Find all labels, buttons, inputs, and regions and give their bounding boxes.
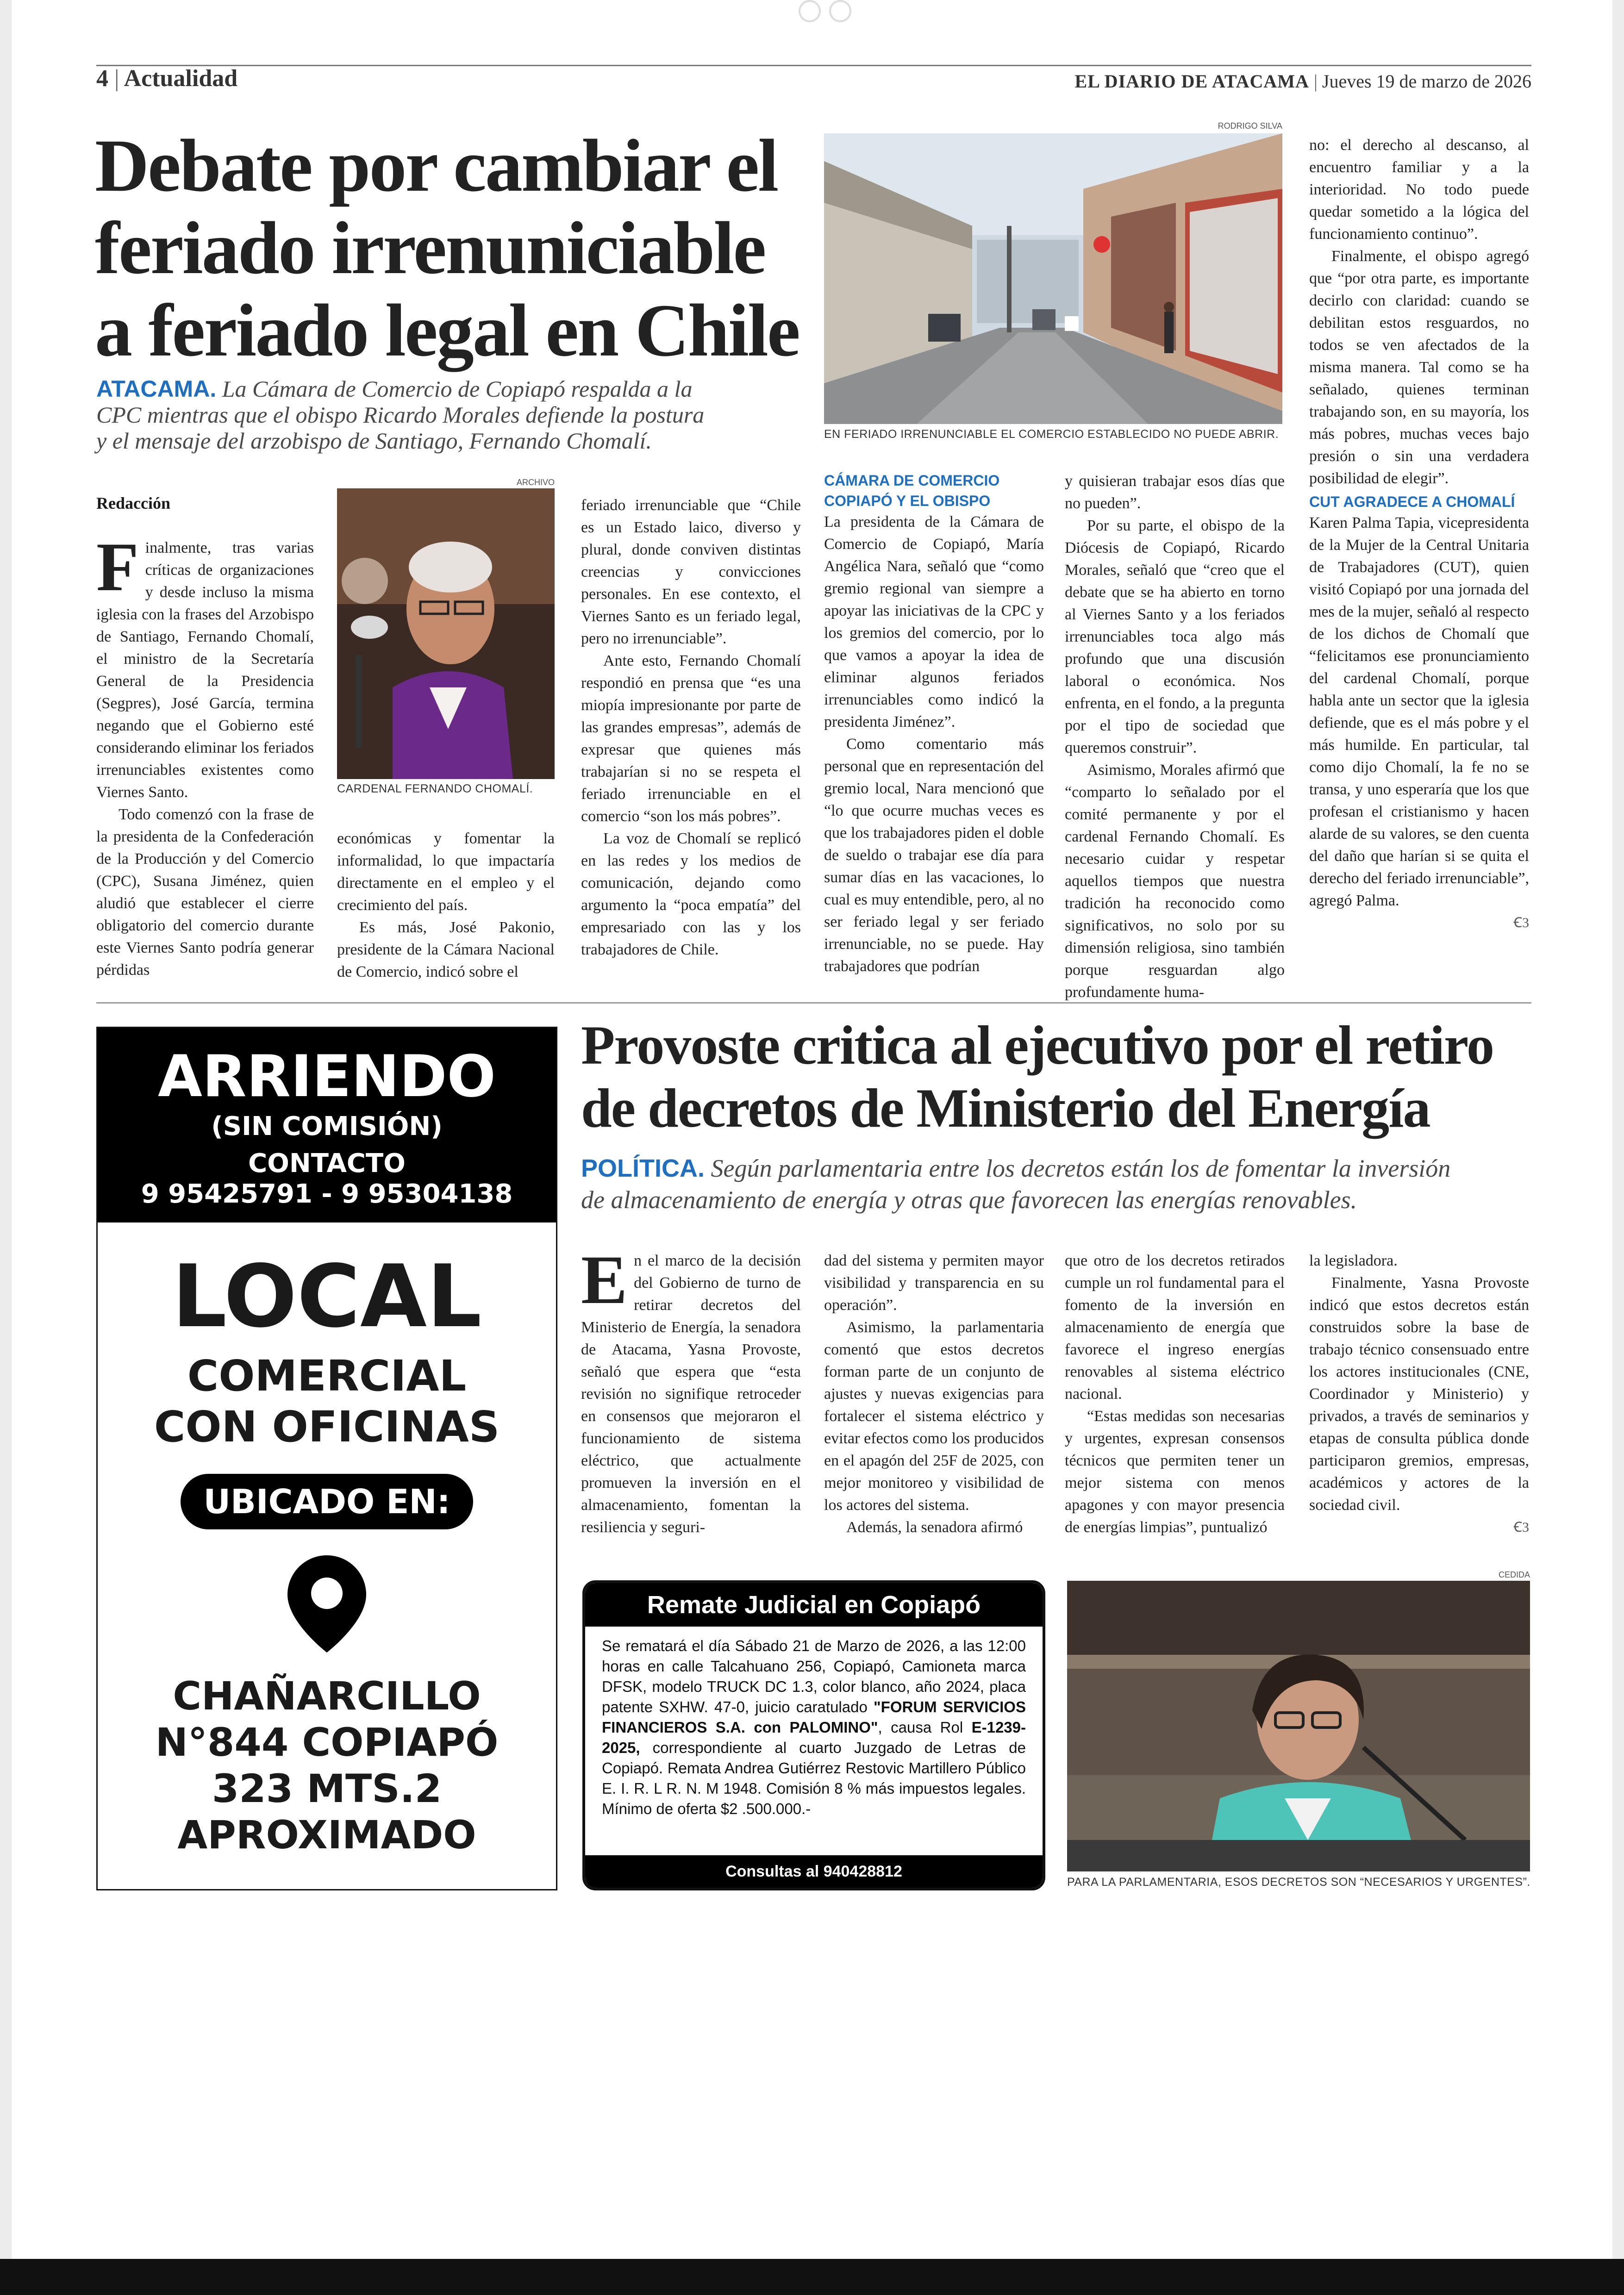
lead-text: La Cámara de Comercio de Copiapó respalda a la [222,376,693,402]
paragraph: n el marco de la decisión del Gobierno de turno de retirar decretos del Ministerio de Energía, la senadora de Atacama, Yasna Provoste, señaló que espera que “esta revisión no signifique retroceder en consensos que mejoraron el funcionamiento de sistema eléctrico, que actualmente promueven la inversión en el almacenamiento, fomentan la resiliencia y seguri- [581,1252,801,1536]
auction-text: Se rematará el día Sábado 21 de Marzo de 2026, a las 12:00 horas en calle Talcahuano 256, Copiapó, Camioneta marca DFSK, modelo TRUCK DC 1.3, color blanco, año 2024, placa patente SXHW. 47-0, juicio caratulado [602,1637,1026,1715]
paragraph: que otro de los decretos retirados cumple un rol fundamental para el fomento de la inversión en almacenamiento de energía que favorece el ingreso energías renovables al sistema eléctrico nacional. [1065,1252,1285,1403]
article2-column-3 [1065,1250,1285,1539]
advert-address-2: N°844 COPIAPÓ [155,1720,499,1765]
advert-size-1: 323 MTS.2 [212,1766,442,1811]
auction-text: , causa Rol [878,1719,972,1736]
rental-advert [96,1027,557,1890]
lead-text: Según parlamentaria entre los decretos están los de fomentar la inversión [711,1154,1451,1182]
senator-portrait-image [1067,1581,1530,1871]
page-dot[interactable] [799,0,821,22]
auction-case-rol: E-1239-2025, [602,1719,1026,1756]
paragraph: dad del sistema y permiten mayor visibilidad y transparencia en su operación”. [824,1252,1044,1314]
auction-contact: Consultas al 940428812 [585,1855,1043,1888]
paragraph: no: el derecho al descanso, al encuentro familiar y a la interioridad. No todo puede quedar sometido a la lógica del funcionamiento continuo”. [1309,137,1529,243]
advert-ubicado: UBICADO EN: [181,1474,474,1529]
article1-column-6 [1309,134,1529,934]
paragraph: económicas y fomentar la informalidad, lo que impactaría directamente en el empleo y el crecimiento del país. [337,830,555,914]
article1-column-5 [1065,470,1285,1004]
article1-column-1 [96,529,314,981]
street-photo [824,133,1282,424]
senator-photo [1067,1581,1530,1871]
page-number: 4 [96,65,108,92]
headline-line: Provoste critica al ejecutivo por el retiro [581,1014,1494,1076]
advert-title: ARRIENDO [158,1043,496,1110]
header-right: EL DIARIO DE ATACAMA | Jueves 19 de marzo de 2026 [1074,71,1531,92]
street-scene-image [824,133,1282,424]
paragraph: Karen Palma Tapia, vicepresidenta de la Mujer de la Central Unitaria de Trabajadores (CUT), quien visitó Copiapó por una jornada del mes de la mujer, señaló al respecto de los dichos de Chomalí que “felicitamos ese pronunciamiento del cardenal Chomalí, porque habla ante un sector que la iglesia defiende, que es el más pobre y el más humilde. En particular, tal como dijo Chomalí, la fe no se transa, y uno esperaría que los que profesan el cristianismo y hacen alarde de su valores, se den cuenta del daño que harían si se quita el derecho del feriado irrenunciable”, agregó Palma. [1309,514,1529,909]
paragraph: feriado irrenunciable que “Chile es un Estado laico, diverso y plural, donde conviven distintas creencias y convicciones personales. En ese contexto, el Viernes Santo es un feriado legal, pero no irrenunciable”. [581,497,801,647]
headline-line: de decretos de Ministerio del Energía [581,1077,1430,1139]
article2-column-1 [581,1241,801,1539]
subhead: CÁMARA DE COMERCIO [824,472,1000,489]
article1-column-2 [337,828,555,983]
headline-line: Debate por cambiar el [95,125,778,207]
paragraph: Finalmente, el obispo agregó que “por otra parte, es importante decirlo con claridad: cuando se debilitan estos resguardos, no todos se ven afectados de la misma manera. Tal como se ha señalado, quienes terminan trabajando son, en su mayoría, los más pobres, muchas veces bajo presión o sin una verdadera posibilidad de elegir”. [1309,248,1529,487]
article2-lead [581,1153,1535,1216]
advert-subtitle: (SIN COMISIÓN) [211,1111,443,1141]
byline: Redacción [96,494,170,512]
location-pin-icon [98,1555,556,1654]
section-name: Actualidad [124,65,238,92]
article1-headline [95,125,799,372]
section-rule [96,1002,1531,1004]
paragraph: La voz de Chomalí se replicó en las redes y los medios de comunicación, dejando como argumento la “poca empatía” del empresariado con las y los trabajadores de Chile. [581,830,801,958]
paragraph: Asimismo, la parlamentaria comentó que estos decretos forman parte de un conjunto de ajustes y nuevas exigencias para fortalecer el sistema eléctrico y evitar efectos como los producidos en el apagón del 25F de 2025, con mejor monitoreo y visibilidad de los actores del sistema. [824,1319,1044,1514]
auction-body [585,1627,1043,1819]
paragraph: y quisieran trabajar esos días que no pueden”. [1065,473,1285,512]
article2-column-4 [1309,1250,1529,1539]
paragraph: La presidenta de la Cámara de Comercio de Copiapó, María Angélica Nara, señaló que “como gremio regional van siempre a apoyar las iniciativas de la CPC y los gremios del comercio, por lo que vamos a apoyar la idea de eliminar algunos feriados irrenunciables como indicó la presidenta Jiménez”. [824,513,1044,730]
bottom-bar [0,2259,1624,2295]
advert-contact-label: CONTACTO [248,1148,406,1179]
paragraph: Es más, José Pakonio, presidente de la Cámara Nacional de Comercio, indicó sobre el [337,919,555,980]
paragraph: “Estas medidas son necesarias y urgentes, expresan consensos técnicos que permiten tener un mejor sistema con menos apagones y con mayor presencia de energías limpias”, puntualizó [1065,1408,1285,1536]
subhead: CUT AGRADECE A CHOMALÍ [1309,493,1515,510]
article1-column-3 [581,494,801,961]
photo-caption: EN FERIADO IRRENUNCIABLE EL COMERCIO ESTABLECIDO NO PUEDE ABRIR. [824,428,1279,441]
subhead: COPIAPÓ Y EL OBISPO [824,493,991,509]
advert-address-1: CHAÑARCILLO [173,1673,481,1719]
separator: | [114,65,119,92]
kicker: POLÍTICA. [581,1154,705,1182]
headline-line: a feriado legal en Chile [95,289,799,372]
end-mark-icon: Ꞓ3 [1513,1520,1529,1535]
advert-oficinas: CON OFICINAS [154,1402,500,1452]
advert-header [98,1028,556,1222]
page-number-section [96,65,237,92]
kicker: ATACAMA. [96,376,217,402]
advert-comercial: COMERCIAL [187,1351,467,1401]
advert-size-2: APROXIMADO [177,1812,476,1858]
lead-text: CPC mientras que el obispo Ricardo Morales defiende la postura [96,402,705,428]
article2-headline [581,1014,1493,1140]
end-mark-icon: Ꞓ3 [1513,915,1529,930]
photo-caption: PARA LA PARLAMENTARIA, ESOS DECRETOS SON “NECESARIOS Y URGENTES”. [1067,1876,1530,1889]
auction-title: Remate Judicial en Copiapó [585,1583,1043,1627]
paragraph: la legisladora. [1309,1252,1398,1269]
photo-credit: RODRIGO SILVA [1218,121,1282,131]
paper-name: EL DIARIO DE ATACAMA [1074,71,1309,92]
auction-notice [582,1580,1045,1890]
page-indicator[interactable] [799,0,860,25]
paragraph: Ante esto, Fernando Chomalí respondió en prensa que “es una miopía impresionante por parte de las grandes empresas”, además de expresar que quienes más trabajarían si no se respeta el feriado irrenunciable en el comercio “son los más pobres”. [581,652,801,825]
paragraph: Finalmente, Yasna Provoste indicó que estos decretos están construidos sobre la base de trabajo técnico consensuado entre los actores institucionales (CNE, Coordinador y Ministerio) y privados, a través de seminarios y etapas de consulta pública donde participaron gremios, empresas, académicos y actores de la sociedad civil. [1309,1274,1529,1514]
photo-credit: CEDIDA [1498,1570,1530,1579]
paragraph: Asimismo, Morales afirmó que “comparto lo señalado por el comité permanente y por el cardenal Fernando Chomalí. Es necesario cuidar y respetar aquellos tiempos que nuestra tradición ha reconocido como significativos, no solo por su dimensión religiosa, sino también porque resguardan algo profundamente huma- [1065,761,1285,1001]
paragraph: inalmente, tras varias críticas de organizaciones y desde incluso la misma iglesia con la frases del Arzobispo de Santiago, Fernando Chomalí, el ministro de la Secretaría General de la Presidencia (Segpres), José García, termina negando que el Gobierno esté considerando eliminar los feriados irrenunciables existentes como Viernes Santo. [96,539,314,801]
lead-text: y el mensaje del arzobispo de Santiago, Fernando Chomalí. [96,428,652,454]
headline-line: feriado irrenuniciable [95,207,765,290]
article1-column-4 [824,470,1044,978]
auction-case-name: "FORUM SERVICIOS FINANCIEROS S.A. con PALOMINO" [602,1698,1026,1736]
dropcap: F [96,529,139,605]
header-rule [96,65,1531,66]
photo-credit: ARCHIVO [516,478,555,487]
advert-local: LOCAL [172,1246,482,1347]
bishop-photo [337,488,555,779]
auction-text: correspondiente al cuarto Juzgado de Letras de Copiapó. Remata Andrea Gutiérrez Restovic Martillero Público E. I. R. L R. N. M 1948. Comisión 8 % más impuestos legales. Mínimo de oferta $2 .500.000.- [602,1739,1026,1817]
cardinal-portrait-image [337,488,555,779]
issue-date: Jueves 19 de marzo de 2026 [1322,71,1531,92]
article2-column-2 [824,1250,1044,1539]
photo-caption: CARDENAL FERNANDO CHOMALÍ. [337,782,533,795]
page-dot[interactable] [829,0,851,22]
paragraph: Como comentario más personal que en representación del gremio local, Nara mencionó que “lo que ocurre muchas veces es que los trabajadores piden el doble de sueldo o trabajar ese día para sumar días en las vacaciones, lo cual es muy entendible, pero, al no ser feriado legal y ser feriado irrenunciable, no se puede. Hay trabajadores que podrían [824,736,1044,975]
paragraph: Además, la senadora afirmó [846,1519,1023,1536]
advert-phones: 9 95425791 - 9 95304138 [141,1179,513,1209]
lead-text: de almacenamiento de energía y otras que favorecen las energías renovables. [581,1186,1357,1214]
article1-lead [96,376,800,454]
dropcap: E [581,1241,628,1318]
paragraph: Por su parte, el obispo de la Diócesis de Copiapó, Ricardo Morales, señaló que “creo que el debate que se ha abierto en torno al Viernes Santo y a los feriados irrenunciables toca algo más profundo que una discusión laboral o económica. Nos enfrenta, en el fondo, a la pregunta por el tipo de sociedad que queremos construir”. [1065,517,1285,756]
paragraph: Todo comenzó con la frase de la presidenta de la Confederación de la Producción y del Comercio (CPC), Susana Jiménez, quien aludió que establecer el cierre obligatorio del comercio durante este Viernes Santo podría generar pérdidas [96,806,314,979]
